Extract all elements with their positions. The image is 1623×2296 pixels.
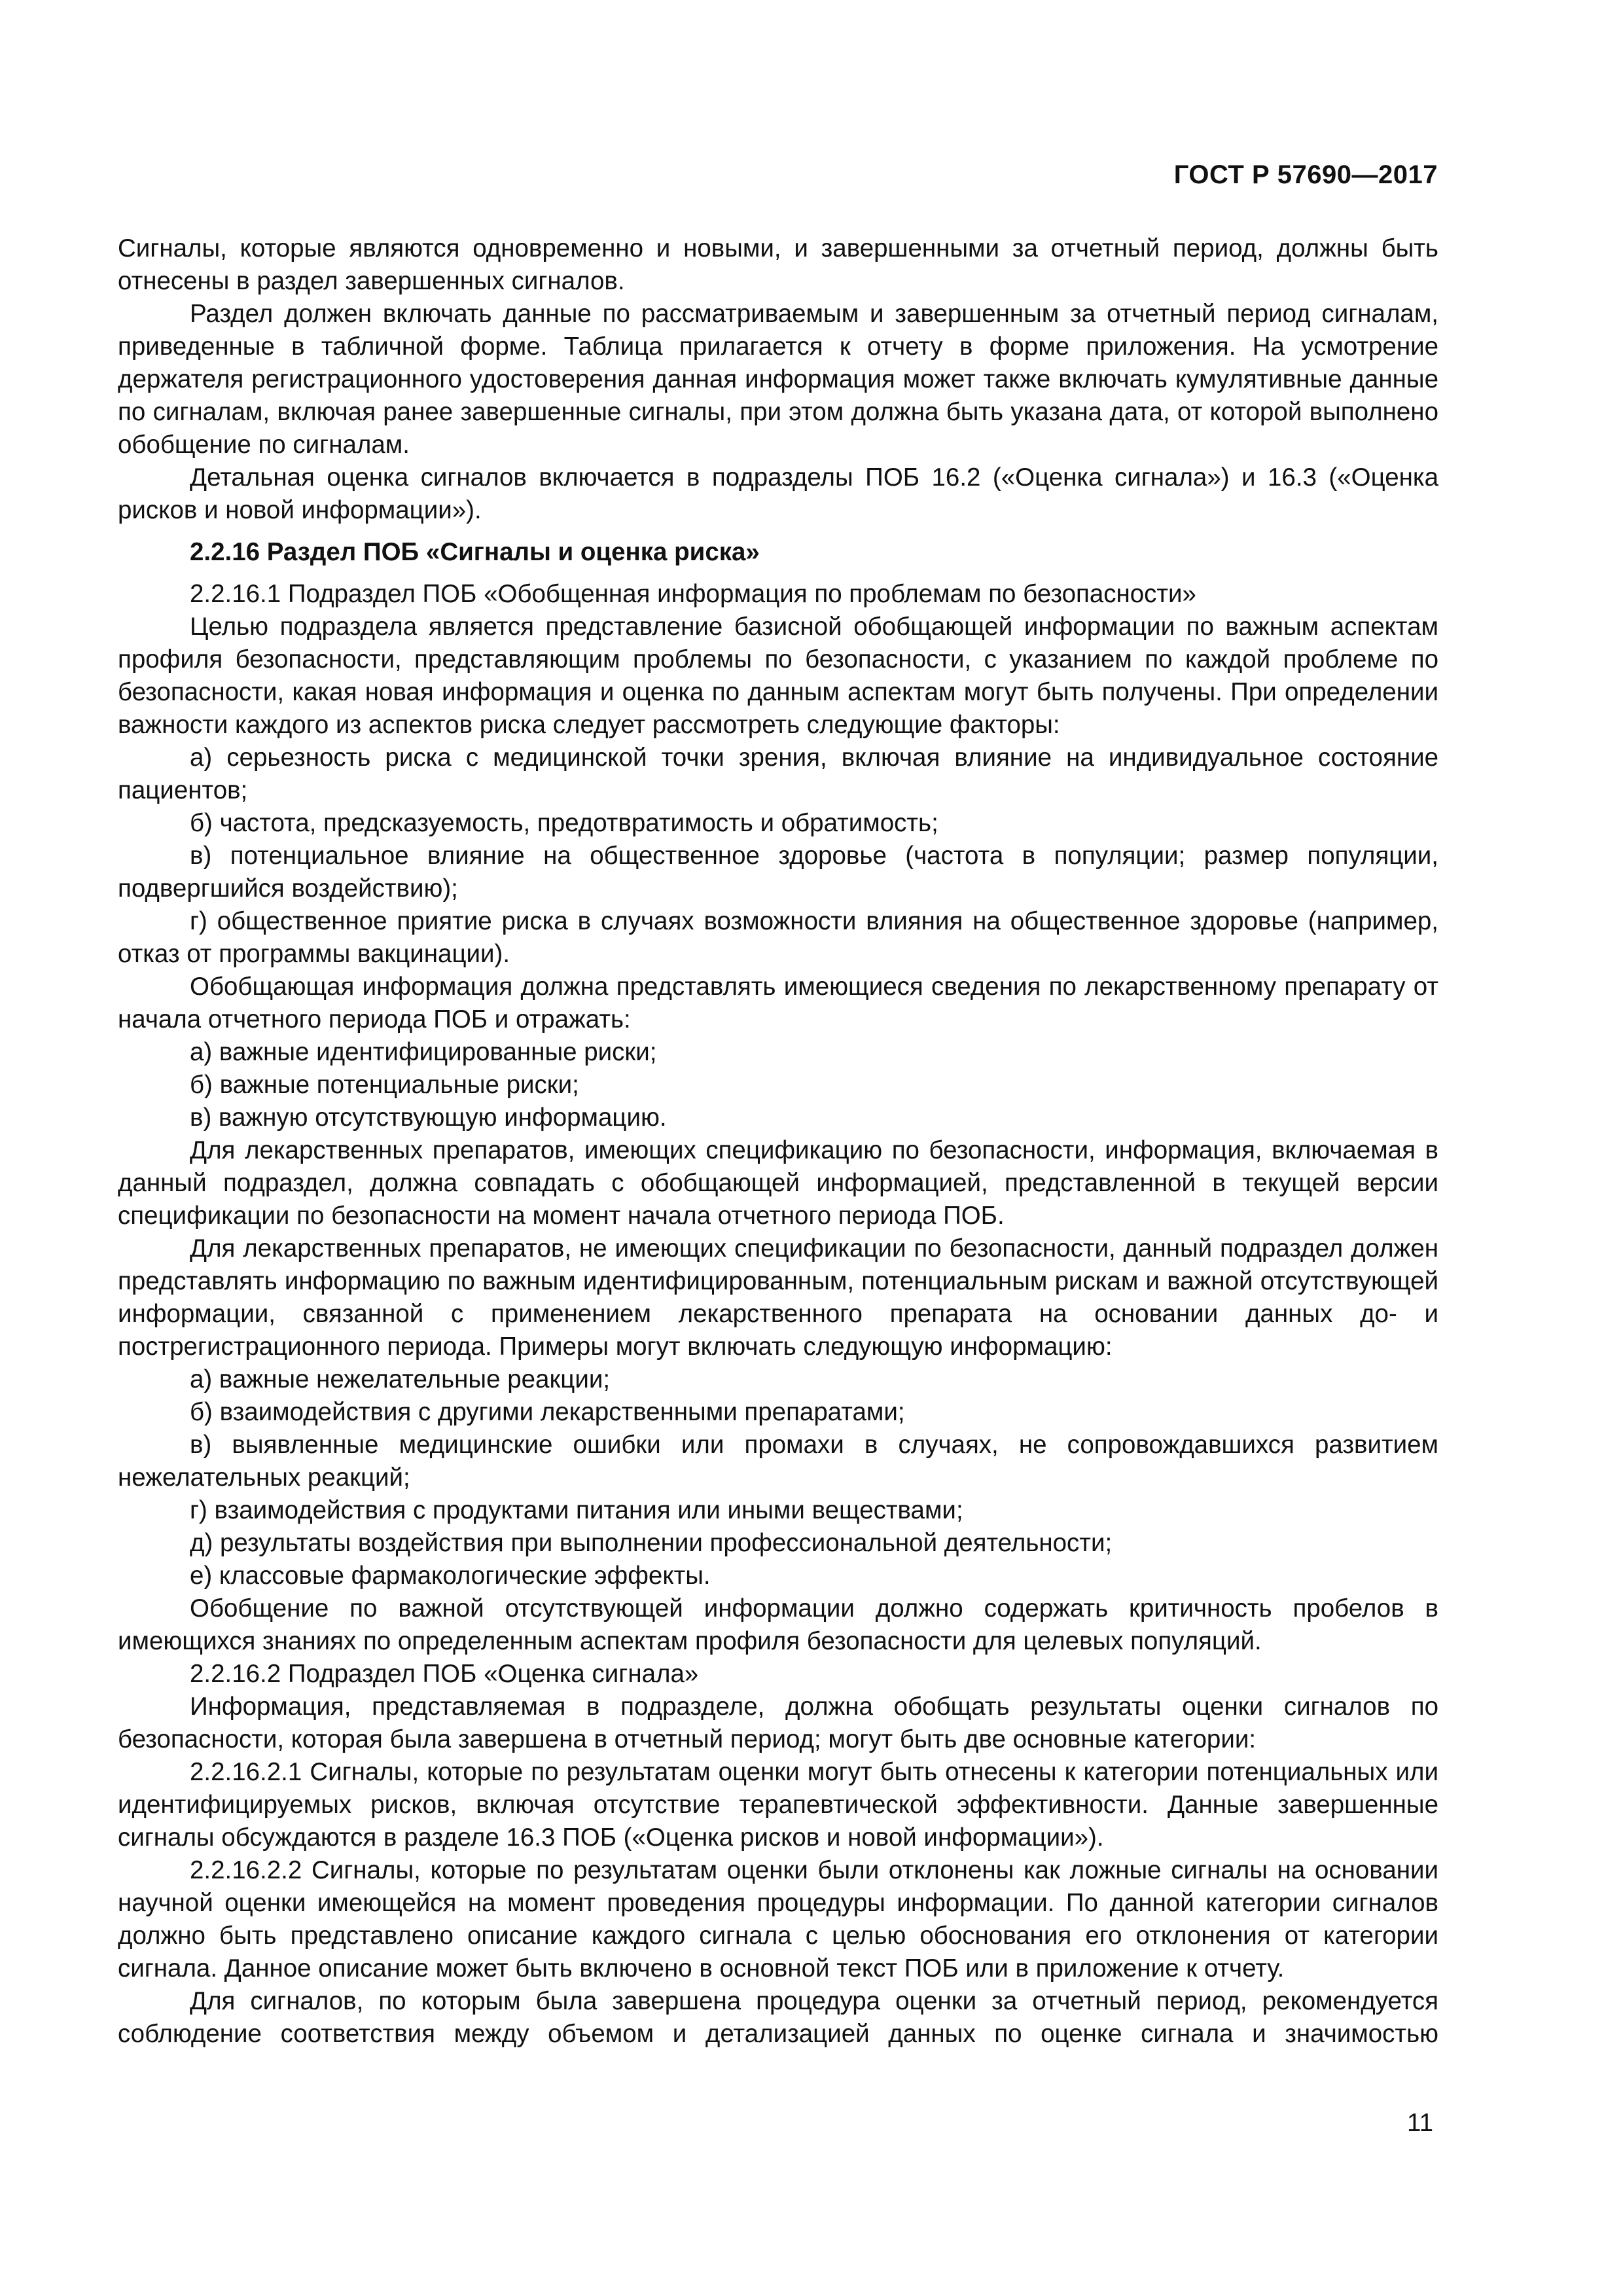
list-item: а) важные идентифицированные риски; bbox=[190, 1038, 657, 1066]
list-item: в) выявленные медицинские ошибки или промахи в случаях, не сопровождавшихся развитием нежелательных реакций; bbox=[118, 1431, 1438, 1492]
page-number: 11 bbox=[1407, 2109, 1433, 2137]
document-body bbox=[118, 232, 1438, 2051]
paragraph: Для лекарственных препаратов, имеющих спецификацию по безопасности, информация, включаемая в данный подраздел, должна совпадать с обобщающей информацией, представленной в текущей версии спецификации по безопасности на момент начала отчетного периода ПОБ. bbox=[118, 1136, 1438, 1230]
paragraph: Раздел должен включать данные по рассматриваемым и завершенным за отчетный период сигналам, приведенные в табличной форме. Таблица прилагается к отчету в форме приложения. На усмотрение держателя регистрационного удостоверения данная информация может также включать кумулятивные данные по сигналам, включая ранее завершенные сигналы, при этом должна быть указана дата, от которой выполнено обобщение по сигналам. bbox=[118, 300, 1438, 459]
document-header: ГОСТ Р 57690—2017 bbox=[1173, 160, 1438, 189]
list-item: в) важную отсутствующую информацию. bbox=[190, 1103, 667, 1132]
list-item: б) важные потенциальные риски; bbox=[190, 1071, 579, 1099]
subsection-heading: 2.2.16.2 Подраздел ПОБ «Оценка сигнала» bbox=[190, 1660, 699, 1688]
section-heading: 2.2.16 Раздел ПОБ «Сигналы и оценка риска» bbox=[190, 538, 760, 566]
list-item: а) серьезность риска с медицинской точки зрения, включая влияние на индивидуальное состояние пациентов; bbox=[118, 744, 1438, 804]
list-item: д) результаты воздействия при выполнении профессиональной деятельности; bbox=[190, 1529, 1113, 1557]
list-item: в) потенциальное влияние на общественное здоровье (частота в популяции; размер популяции, подвергшийся воздействию); bbox=[118, 842, 1438, 903]
list-item: б) взаимодействия с другими лекарственными препаратами; bbox=[190, 1398, 905, 1426]
paragraph: Для лекарственных препаратов, не имеющих спецификации по безопасности, данный подраздел должен представлять информацию по важным идентифицированным, потенциальным рискам и важной отсутствующей информации, связанной с применением лекарственного препарата на основании данных до- и пострегистрационного периода. Примеры могут включать следующую информацию: bbox=[118, 1234, 1438, 1361]
paragraph: Обобщающая информация должна представлять имеющиеся сведения по лекарственному препарату от начала отчетного периода ПОБ и отражать: bbox=[118, 973, 1438, 1033]
paragraph: Целью подраздела является представление базисной обобщающей информации по важным аспектам профиля безопасности, представляющим проблемы по безопасности, с указанием по каждой проблеме по безопасности, какая новая информация и оценка по данным аспектам могут быть получены. При определении важности каждого из аспектов риска следует рассмотреть следующие факторы: bbox=[118, 613, 1438, 739]
list-item: е) классовые фармакологические эффекты. bbox=[190, 1562, 711, 1590]
list-item: г) общественное приятие риска в случаях возможности влияния на общественное здоровье (например, отказ от программы вакцинации). bbox=[118, 907, 1438, 968]
paragraph: Детальная оценка сигналов включается в подразделы ПОБ 16.2 («Оценка сигнала») и 16.3 («Оценка рисков и новой информации»). bbox=[118, 463, 1438, 524]
paragraph: 2.2.16.2.2 Сигналы, которые по результатам оценки были отклонены как ложные сигналы на основании научной оценки имеющейся на момент проведения процедуры информации. По данной категории сигналов должно быть представлено описание каждого сигнала с целью обоснования его отклонения от категории сигнала. Данное описание может быть включено в основной текст ПОБ или в приложение к отчету. bbox=[118, 1856, 1438, 1982]
list-item: а) важные нежелательные реакции; bbox=[190, 1365, 611, 1393]
subsection-heading: 2.2.16.1 Подраздел ПОБ «Обобщенная информация по проблемам по безопасности» bbox=[190, 580, 1196, 608]
paragraph: Для сигналов, по которым была завершена процедура оценки за отчетный период, рекомендуется соблюдение соответствия между объемом и детализацией данных по оценке сигнала и значимостью bbox=[118, 1987, 1438, 2048]
list-item: б) частота, предсказуемость, предотвратимость и обратимость; bbox=[190, 809, 938, 837]
paragraph: Обобщение по важной отсутствующей информации должно содержать критичность пробелов в имеющихся знаниях по определенным аспектам профиля безопасности для целевых популяций. bbox=[118, 1594, 1438, 1655]
paragraph: 2.2.16.2.1 Сигналы, которые по результатам оценки могут быть отнесены к категории потенциальных или идентифицируемых рисков, включая отсутствие терапевтической эффективности. Данные завершенные сигналы обсуждаются в разделе 16.3 ПОБ («Оценка рисков и новой информации»). bbox=[118, 1758, 1438, 1852]
paragraph: Информация, представляемая в подразделе, должна обобщать результаты оценки сигналов по безопасности, которая была завершена в отчетный период; могут быть две основные категории: bbox=[118, 1693, 1438, 1753]
paragraph: Сигналы, которые являются одновременно и новыми, и завершенными за отчетный период, должны быть отнесены в раздел завершенных сигналов. bbox=[118, 234, 1438, 295]
list-item: г) взаимодействия с продуктами питания или иными веществами; bbox=[190, 1496, 963, 1524]
